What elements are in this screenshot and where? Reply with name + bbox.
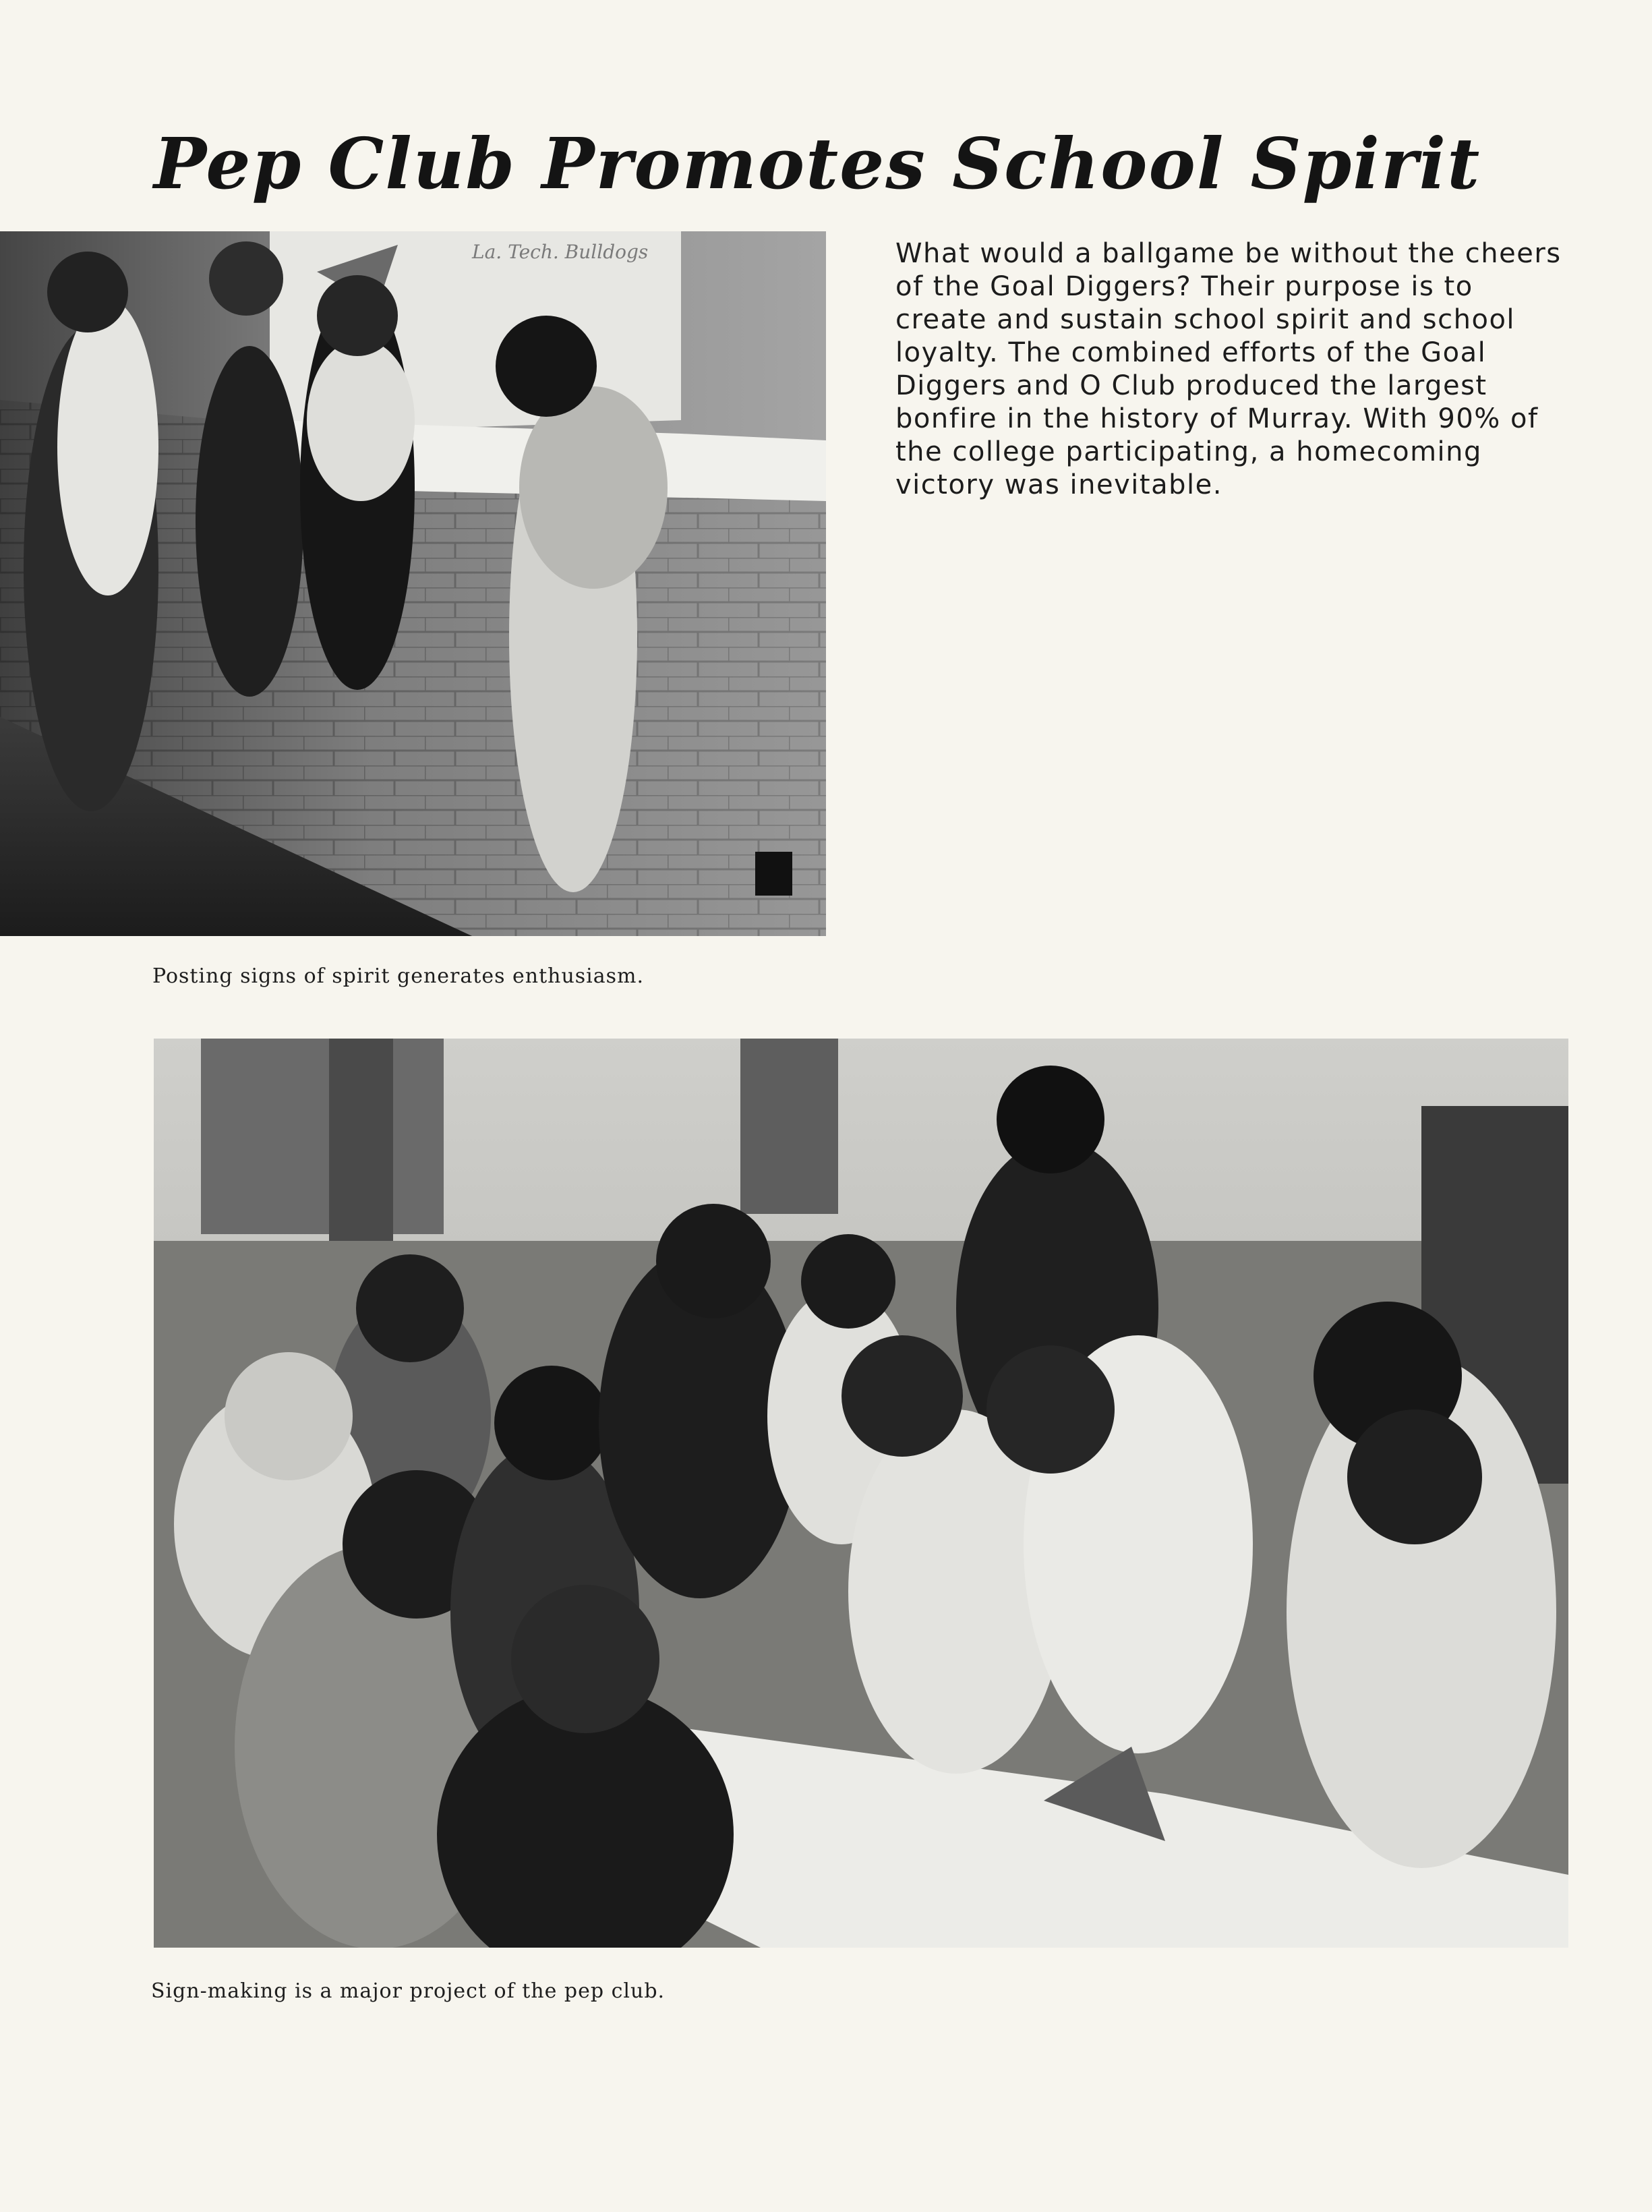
photo-caption-bottom: Sign-making is a major project of the pep club. bbox=[151, 1979, 666, 2003]
photo-sign-making bbox=[154, 1039, 1568, 1948]
photo-posting-signs-image bbox=[0, 231, 826, 936]
page-title: Pep Club Promotes School Spirit bbox=[154, 122, 1481, 205]
photo-caption-top: Posting signs of spirit generates enthusiasm. bbox=[152, 964, 645, 988]
photo-sign-making-image bbox=[154, 1039, 1568, 1948]
poster-lettering: La. Tech. Bulldogs bbox=[472, 241, 649, 263]
article-body: What would a ballgame be without the cheers of the Goal Diggers? Their purpose is to create and sustain school spirit and school loyalty. The combined efforts of the Goal Diggers and O Club produced the largest bonfire in the history of Murray. With 90% of the college participating, a homecoming victory was inevitable. bbox=[895, 238, 1562, 500]
photo-posting-signs bbox=[0, 231, 826, 936]
